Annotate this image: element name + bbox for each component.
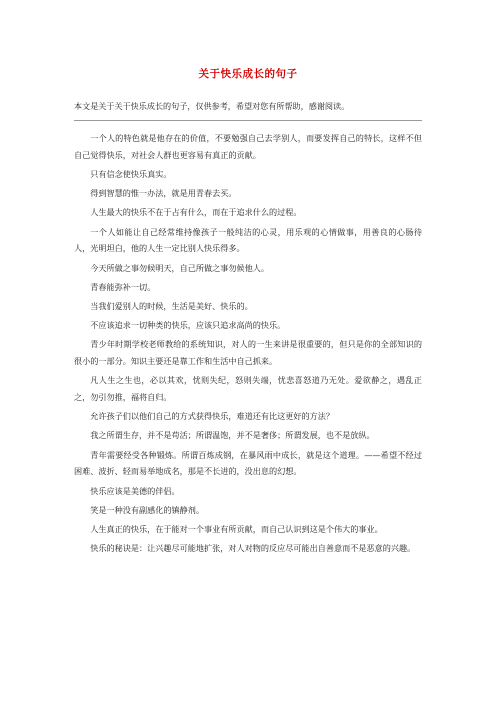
paragraph: 青春能弥补一切。 — [90, 281, 156, 292]
paragraph: 得到智慧的惟一办法，就是用青春去买。 — [90, 188, 237, 199]
paragraph: 我之所谓生存，并不是苟活；所谓温饱，并不是奢侈；所谓发展，也不是放纵。 — [90, 430, 375, 441]
paragraph: 允许孩子们以他们自己的方式获得快乐，难道还有比这更好的方法？ — [90, 411, 335, 422]
paragraph: 人生真正的快乐，在于能对一个事业有所贡献，而自己认识到这是个伟大的事业。 — [90, 523, 383, 534]
paragraph: 一个人的特色就是他存在的价值，不要勉强自己去学别人，而要发挥自己的特长，这样不但自己觉得快乐，对社会人群也更容易有真正的贡献。 — [74, 133, 422, 160]
paragraph: 不应该追求一切种类的快乐，应该只追求高尚的快乐。 — [90, 320, 286, 331]
paragraph: 青年需要经受各种锻炼。所谓百炼成钢，在暴风雨中成长，就是这个道理。——希望不经过困难、波折、轻而易举地成名，那是不长进的，没出息的幻想。 — [74, 449, 422, 477]
paragraph: 一个人如能让自己经常维持像孩子一般纯洁的心灵，用乐观的心情做事，用善良的心肠待人，光明坦白，他的人生一定比别人快乐得多。 — [74, 226, 422, 254]
document-title: 关于快乐成长的句子 — [198, 68, 298, 80]
paragraph: 凡人生之生也，必以其欢，忧则失纪，怒则失端，忧悲喜怒道乃无处。爱欲静之，遇乱正之，勿引勿推，福将自归。 — [74, 375, 422, 403]
paragraph: 快乐的秘诀是：让兴趣尽可能地扩张，对人对物的反应尽可能出自善意而不是恶意的兴趣。 — [90, 543, 416, 554]
paragraph: 只有信念使快乐真实。 — [90, 168, 172, 179]
paragraph: 今天所做之事勿候明天，自己所做之事勿候他人。 — [90, 262, 270, 273]
paragraph: 快乐应该是美德的伴侣。 — [90, 485, 180, 496]
paragraph: 人生最大的快乐不在于占有什么，而在于追求什么的过程。 — [90, 207, 302, 218]
document-body — [74, 130, 422, 559]
paragraph: 笑是一种没有副感化的镇静剂。 — [90, 504, 205, 515]
paragraph: 青少年时期学校老师教给的系统知识，对人的一生来讲是很重要的，但只是你的全部知识的很小的一部分。知识主要还是靠工作和生活中自己抓来。 — [74, 339, 422, 367]
document-intro: 本文是关于关于快乐成长的句子，仅供参考，希望对您有所帮助，感谢阅读。 — [74, 101, 350, 111]
paragraph: 当我们爱别人的时候，生活是美好、快乐的。 — [90, 300, 253, 311]
divider — [74, 120, 422, 121]
